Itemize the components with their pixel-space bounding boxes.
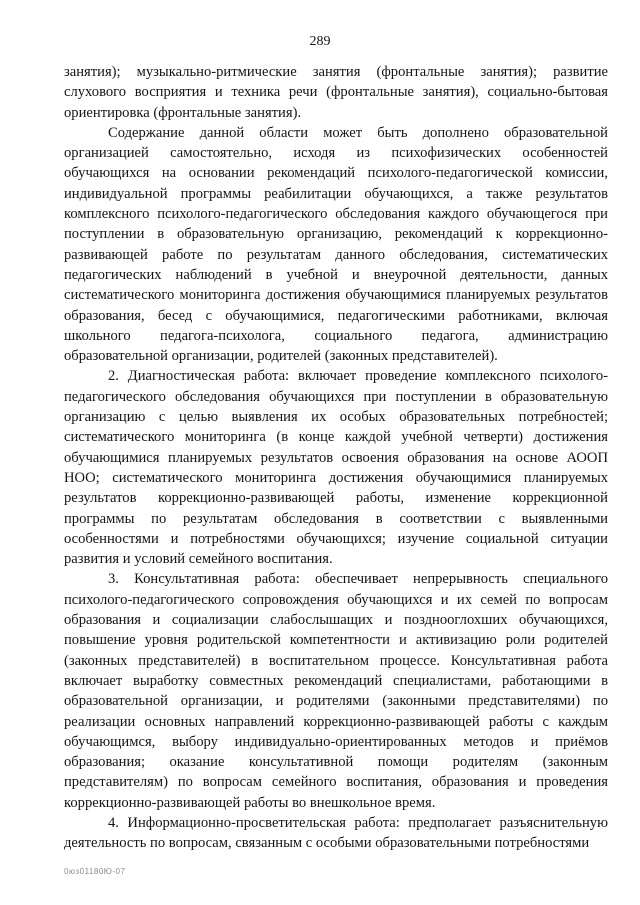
paragraph-content-area: Содержание данной области может быть дополнено образовательной организацией самостоятельно, исходя из психофизических особенностей обучающихся на основании рекомендаций психолого-педагогической комиссии, индивидуальной программы реабилитации обучающихся, а также результатов комплексного психолого-педагогического обследования каждого обучающегося при поступлении в образовательную организацию, рекомендаций к коррекционно-развивающей работе по результатам данного обследования, систематических педагогических наблюдений в учебной и внеурочной деятельности, данных систематического мониторинга достижения обучающимися планируемых результатов образования, бесед с обучающимися, педагогическими работниками, включая школьного педагога-психолога, социального педагога, администрацию образовательной организации, родителей (законных представителей). xyxy=(64,124,608,365)
footer-document-code: 0юз01180Ю-07 xyxy=(64,867,126,876)
paragraph-informational-work: 4. Информационно-просветительская работа: предполагает разъяснительную деятельность по вопросам, связанным с особыми образовательными потребностями xyxy=(64,814,608,852)
page-number: 289 xyxy=(309,34,331,49)
paragraph-diagnostic-work: 2. Диагностическая работа: включает проведение комплексного психолого-педагогического обследования обучающихся при поступлении в образовательную организацию с целью выявления их особых образовательных потребностей; систематического мониторинга (в конце каждой учебной четверти) достижения обучающимися планируемых результатов освоения образования на основе АООП НОО; систематического мониторинга достижения обучающимися планируемых результатов коррекционно-развивающей работы, изменение коррекционной программы по результатам обследования в соответствии с выявленными особенностями и потребностями обучающихся; изучение социальной ситуации развития и условий семейного воспитания. xyxy=(64,368,608,568)
body-text xyxy=(64,62,608,854)
paragraph-continuation: занятия); музыкально-ритмические занятия (фронтальные занятия); развитие слухового восприятия и техника речи (фронтальные занятия), социально-бытовая ориентировка (фронтальные занятия). xyxy=(64,64,608,121)
paragraph-consultative-work: 3. Консультативная работа: обеспечивает непрерывность специального психолого-педагогического сопровождения обучающихся и их семей по вопросам образования и социализации слабослышащих и позднооглохших обучающихся, повышение уровня родительской компетентности и активизацию роли родителей (законных представителей) в воспитательном процессе. Консультативная работа включает выработку совместных рекомендаций специалистами, работающими в образовательной организации, и родителями (законными представителями) по реализации основных направлений коррекционно-развивающей работы с каждым обучающимся, выбору индивидуально-ориентированных методов и приёмов образования; оказание консультативной помощи родителям (законным представителям) по вопросам семейного воспитания, образования и проведения коррекционно-развивающей работы во внешкольное время. xyxy=(64,571,608,811)
